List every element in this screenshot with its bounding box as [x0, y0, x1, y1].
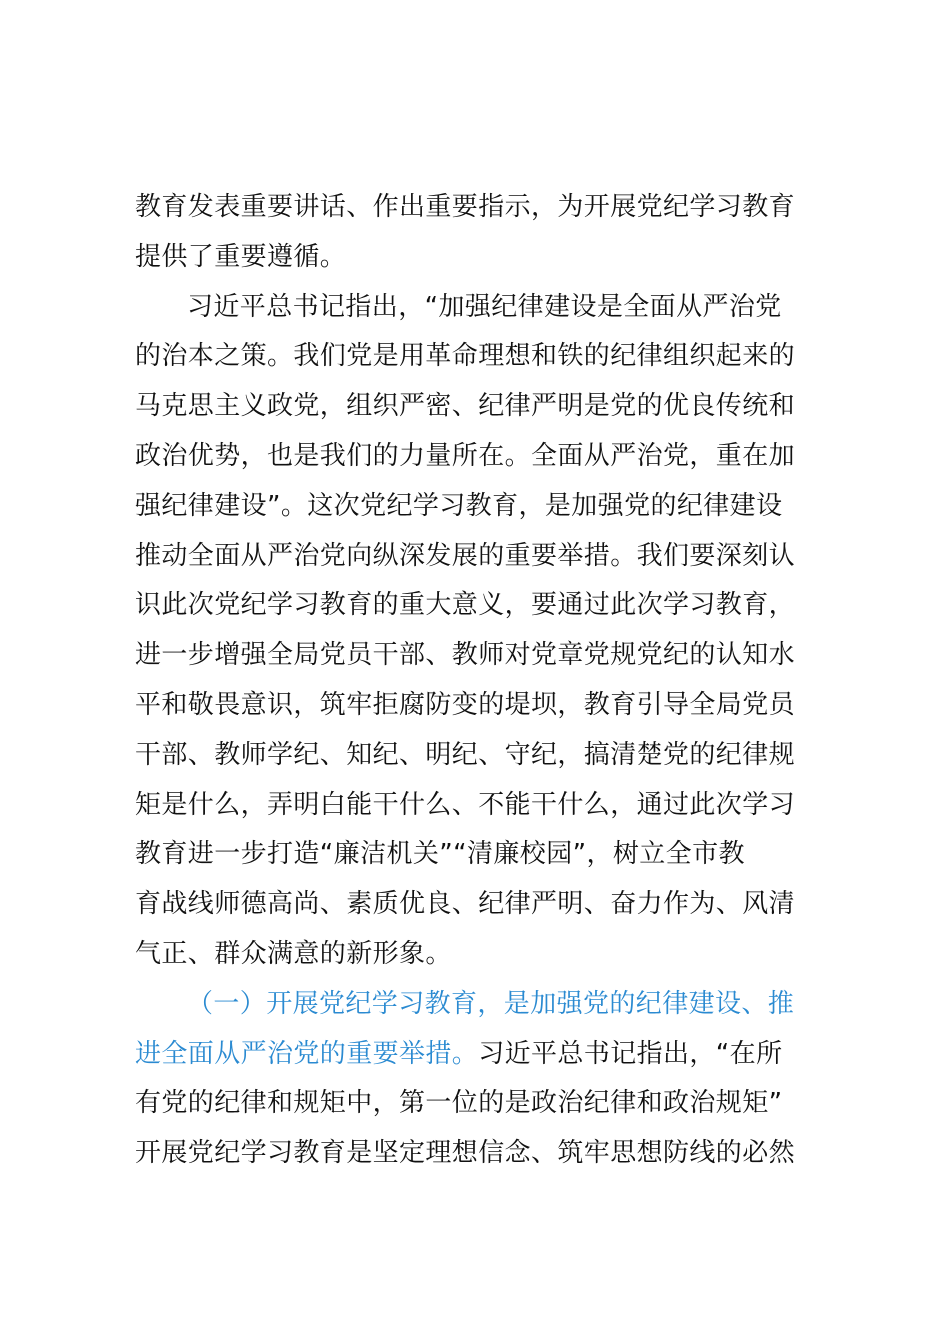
section-heading: （一）开展党纪学习教育，是加强党的纪律建设、推	[187, 988, 795, 1019]
body-text: 习近平总书记指出，“在所	[478, 1038, 783, 1069]
paragraph-3	[135, 980, 835, 1179]
text-line: 矩是什么，弄明白能干什么、不能干什么，通过此次学习	[135, 789, 796, 820]
text-line: 马克思主义政党，组织严密、纪律严明是党的优良传统和	[135, 391, 796, 422]
text-line: 习近平总书记指出，“加强纪律建设是全面从严治党	[187, 291, 782, 322]
document-body	[135, 183, 835, 1179]
text-line: 政治优势，也是我们的力量所在。全面从严治党，重在加	[135, 440, 796, 471]
text-line: 推动全面从严治党向纵深发展的重要举措。我们要深刻认	[135, 540, 796, 571]
text-line: 教育发表重要讲话、作出重要指示，为开展党纪学习教育	[135, 192, 796, 222]
text-line: 的治本之策。我们党是用革命理想和铁的纪律组织起来的	[135, 341, 796, 372]
text-line: 育战线师德高尚、素质优良、纪律严明、奋力作为、风清	[135, 889, 796, 920]
text-line: 气正、群众满意的新形象。	[135, 938, 452, 969]
text-line: 强纪律建设”。这次党纪学习教育，是加强党的纪律建设	[135, 490, 783, 521]
text-line: 教育进一步打造“廉洁机关”“清廉校园”，树立全市教	[135, 839, 745, 870]
paragraph-2	[135, 283, 835, 980]
text-line: 干部、教师学纪、知纪、明纪、守纪，搞清楚党的纪律规	[135, 739, 796, 770]
section-heading: 进全面从严治党的重要举措。	[135, 1038, 479, 1069]
text-line	[135, 980, 835, 1030]
text-line: 有党的纪律和规矩中，第一位的是政治纪律和政治规矩”	[135, 1088, 783, 1119]
text-line: 提供了重要遵循。	[135, 241, 347, 272]
text-line	[135, 1030, 835, 1080]
text-line: 进一步增强全局党员干部、教师对党章党规党纪的认知水	[135, 640, 796, 671]
text-line: 开展党纪学习教育是坚定理想信念、筑牢思想防线的必然	[135, 1138, 796, 1169]
text-line: 平和敬畏意识，筑牢拒腐防变的堤坝，教育引导全局党员	[135, 689, 796, 720]
paragraph-1	[135, 183, 835, 283]
text-line: 识此次党纪学习教育的重大意义，要通过此次学习教育，	[135, 590, 796, 621]
